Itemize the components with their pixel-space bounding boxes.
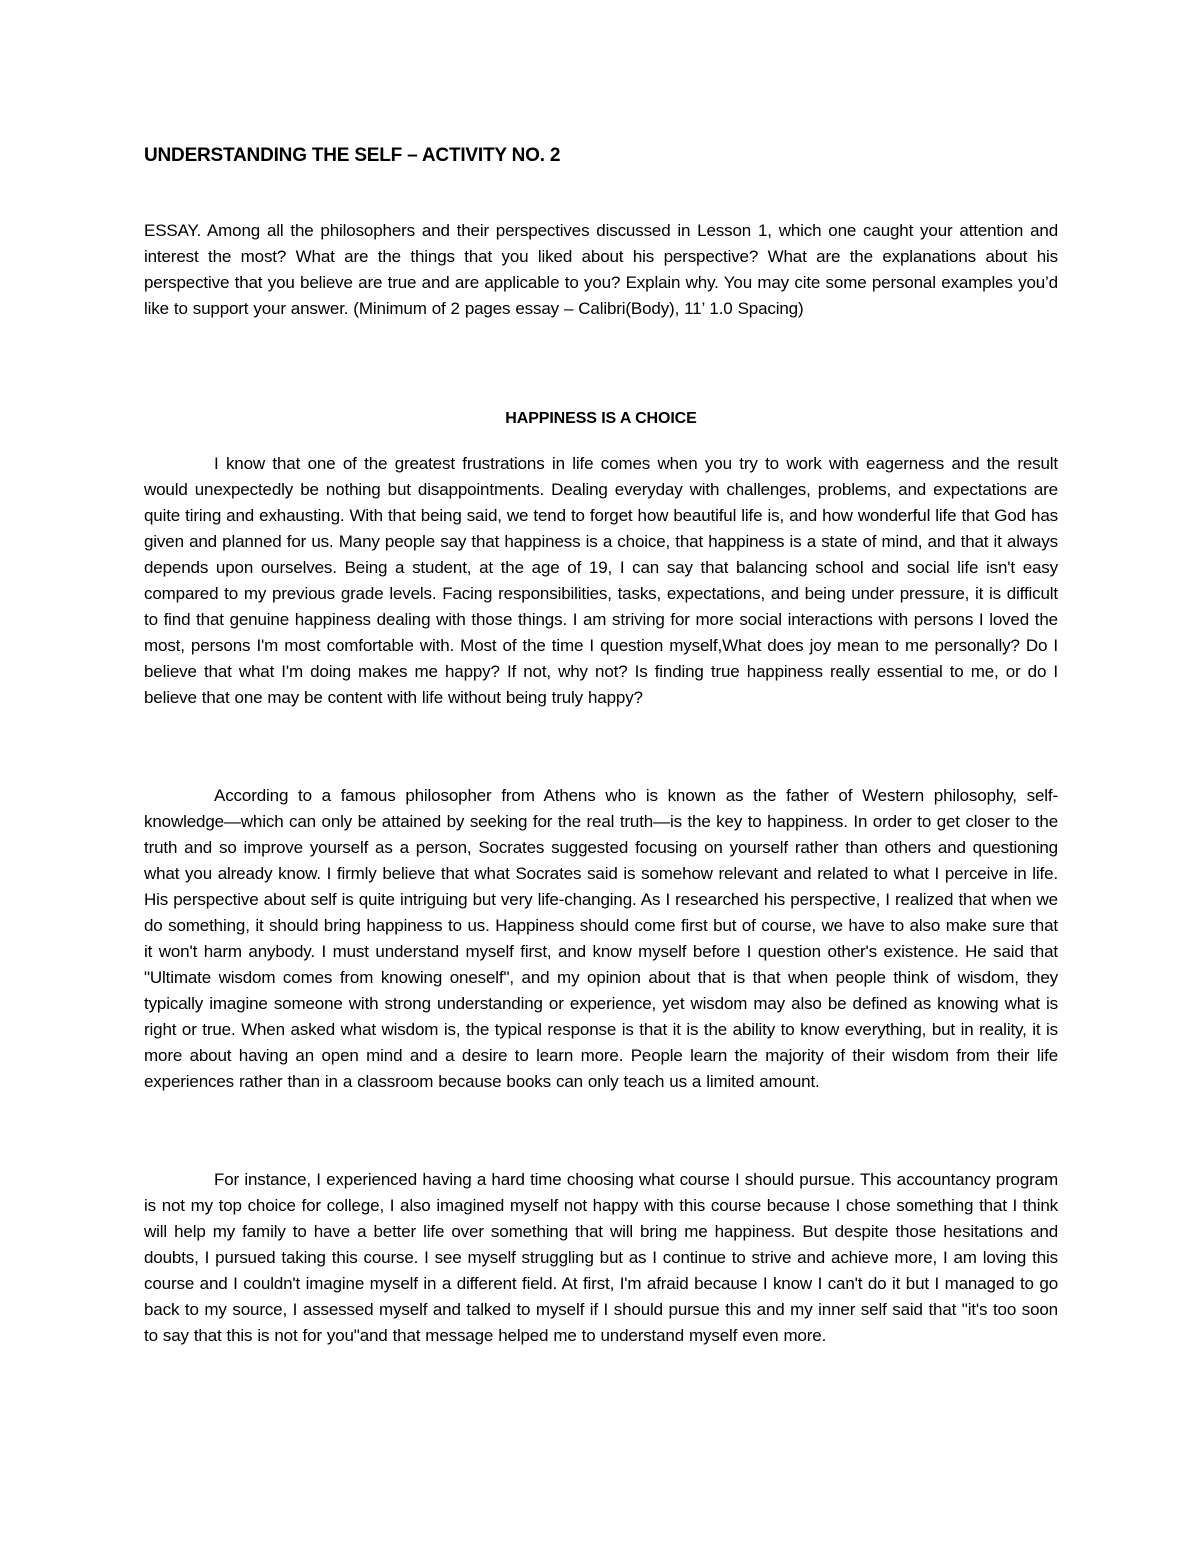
document-title: UNDERSTANDING THE SELF – ACTIVITY NO. 2 [144,145,561,166]
essay-paragraph-3: For instance, I experienced having a hard time choosing what course I should pursue. This accountancy program is not my top choice for college, I also imagined myself not happy with this course because I chose something that I think will help my family to have a better life over something that will bring me happiness. But despite those hesitations and doubts, I pursued taking this course. I see myself struggling but as I continue to strive and achieve more, I am loving this course and I couldn't imagine myself in a different field. At first, I'm afraid because I know I can't do it but I managed to go back to my source, I assessed myself and talked to myself if I should pursue this and my inner self said that "it's too soon to say that this is not for you"and that message helped me to understand myself even more. [144,1170,1058,1345]
essay-title: HAPPINESS IS A CHOICE [505,410,697,427]
essay-paragraph-1: I know that one of the greatest frustrations in life comes when you try to work with eagerness and the result would unexpectedly be nothing but disappointments. Dealing everyday with challenges, problems, and expectations are quite tiring and exhausting. With that being said, we tend to forget how beautiful life is, and how wonderful life that God has given and planned for us. Many people say that happiness is a choice, that happiness is a state of mind, and that it always depends upon ourselves. Being a student, at the age of 19, I can say that balancing school and social life isn't easy compared to my previous grade levels. Facing responsibilities, tasks, expectations, and being under pressure, it is difficult to find that genuine happiness dealing with those things. I am striving for more social interactions with persons I loved the most, persons I'm most comfortable with. Most of the time I question myself,What does joy mean to me personally? Do I believe that what I'm doing makes me happy? If not, why not? Is finding true happiness really essential to me, or do I believe that one may be content with life without being truly happy? [144,454,1058,707]
document-page [144,0,1058,1553]
essay-paragraph-2: According to a famous philosopher from Athens who is known as the father of Western philosophy, self-knowledge—which can only be attained by seeking for the real truth—is the key to happiness. In order to get closer to the truth and so improve yourself as a person, Socrates suggested focusing on yourself rather than others and questioning what you already know. I firmly believe that what Socrates said is somehow relevant and related to what I perceive in life. His perspective about self is quite intriguing but very life-changing. As I researched his perspective, I realized that when we do something, it should bring happiness to us. Happiness should come first but of course, we have to also make sure that it won't harm anybody. I must understand myself first, and know myself before I question other's existence. He said that "Ultimate wisdom comes from knowing oneself", and my opinion about that is that when people think of wisdom, they typically imagine someone with strong understanding or experience, yet wisdom may also be defined as knowing what is right or true. When asked what wisdom is, the typical response is that it is the ability to know everything, but in reality, it is more about having an open mind and a desire to learn more. People learn the majority of their wisdom from their life experiences rather than in a classroom because books can only teach us a limited amount. [144,786,1058,1091]
essay-prompt: ESSAY. Among all the philosophers and their perspectives discussed in Lesson 1, which one caught your attention and interest the most? What are the things that you liked about his perspective? What are the explanations about his perspective that you believe are true and are applicable to you? Explain why. You may cite some personal examples you’d like to support your answer. (Minimum of 2 pages essay – Calibri(Body), 11’ 1.0 Spacing) [144,221,1058,318]
